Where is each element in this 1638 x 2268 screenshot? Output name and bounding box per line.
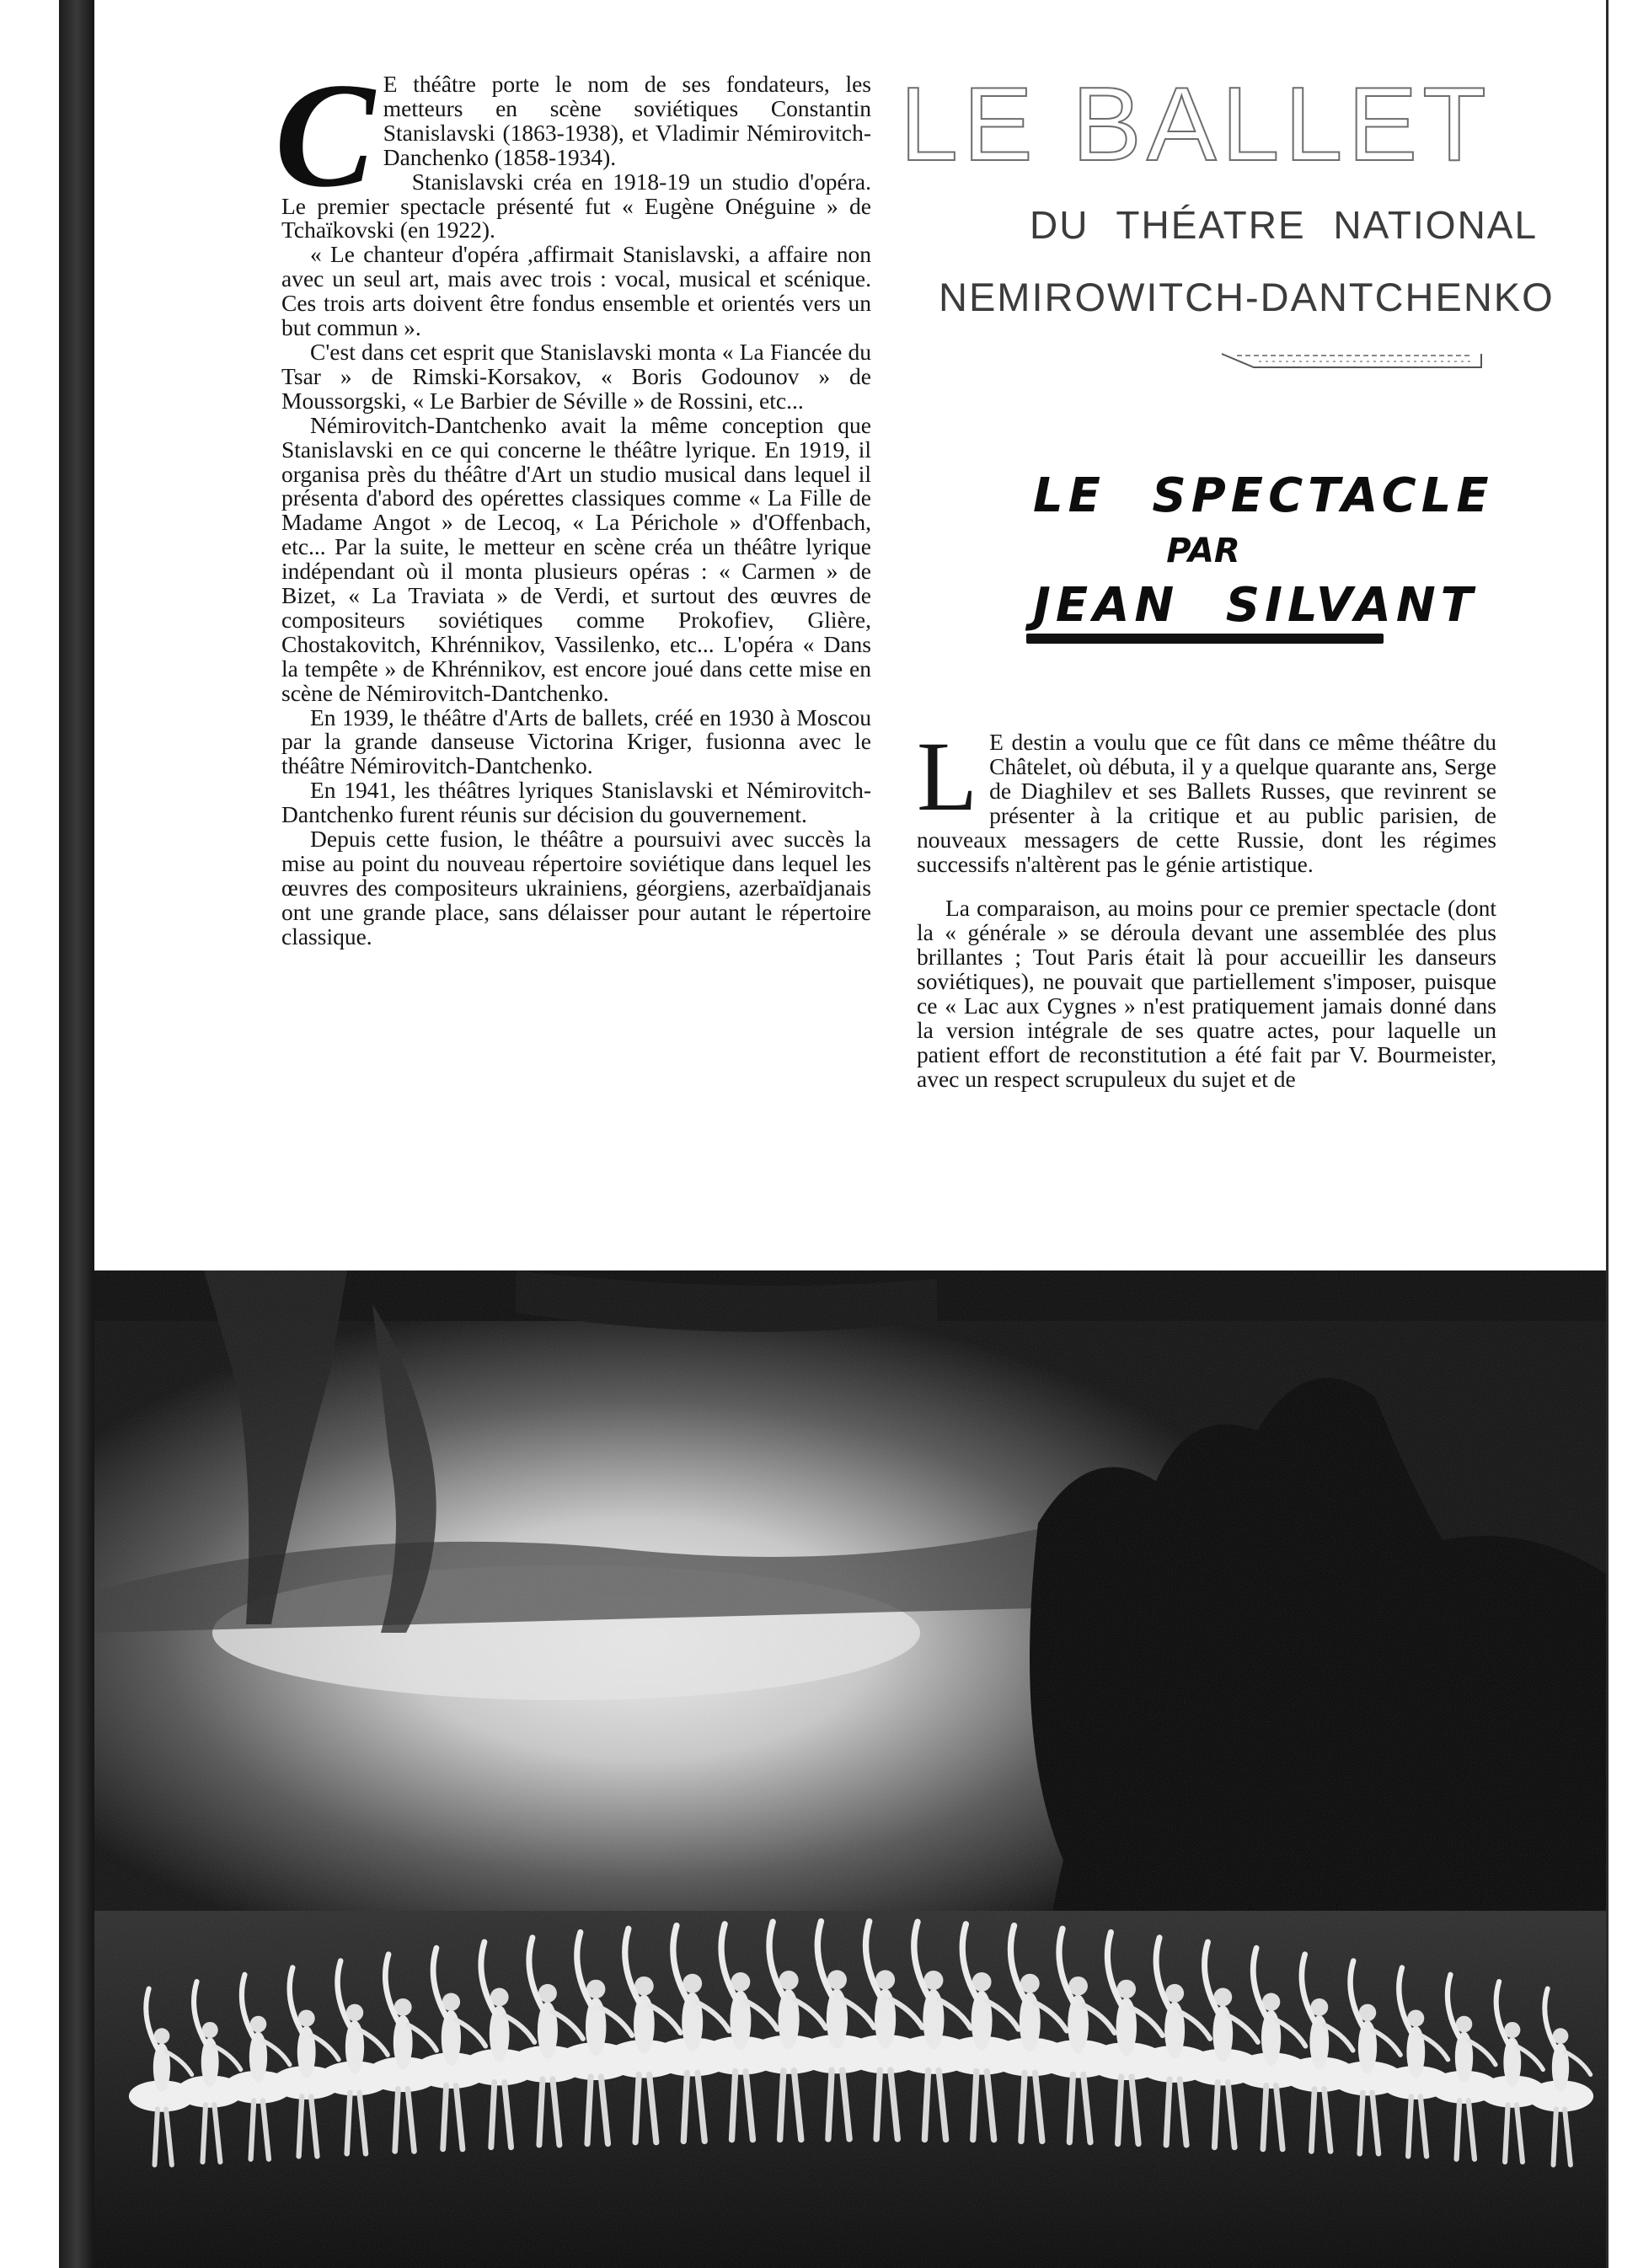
byline-underline	[1026, 634, 1384, 644]
left-paragraph-5: Némirovitch-Dantchenko avait la même conception que Stanislavski en ce qui concerne le théâtre lyrique. En 1919, il organisa près du théâtre d'Art un studio musical dans lequel il présenta d'abord des opérettes classiques comme « La Fille de Madame Angot » de Lecoq, « La Périchole » d'Offenbach, etc... Par la suite, le metteur en scène créa un théâtre lyrique indépendant où il monta plusieurs opéras : « Carmen » de Bizet, « La Traviata » de Verdi, et surtout des œuvres de compositeurs soviétiques comme Prokofiev, Glière, Chostakovitch, Khrénnikov, Vassilenko, etc... L'opéra « Dans la tempête » de Khrénnikov, est encore joué dans cette mise en scène de Némirovitch-Dantchenko.	[281, 411, 871, 706]
dropcap-c: C	[275, 51, 375, 218]
byline-par: PAR	[1166, 532, 1240, 570]
left-paragraph-4: C'est dans cet esprit que Stanislavski monta « La Fiancée du Tsar » de Rimski-Korsakov, « Boris Godounov » de Moussorgski, « Le Barbier de Séville » de Rossini, etc...	[281, 338, 871, 414]
right-paragraph-1: E destin a voulu que ce fût dans ce même théâtre du Châtelet, où débuta, il y a quelque quarante ans, Serge de Diaghilev et ses Ballets Russes, que revinrent se présenter à la critique et au public parisien, de nouveaux messagers de cette Russie, dont les régimes successifs n'altèrent pas le génie artistique.	[917, 729, 1496, 877]
left-paragraph-8: Depuis cette fusion, le théâtre a poursuivi avec succès la mise au point du nouveau répertoire soviétique dans lequel les œuvres des compositeurs ukrainiens, géorgiens, azerbaïdjanais ont une grande place, sans délaisser pour autant le répertoire classique.	[281, 826, 871, 949]
headline-le-ballet: LE BALLET	[900, 67, 1491, 183]
left-article	[275, 51, 871, 949]
dropcap-l: L	[917, 721, 978, 832]
left-paragraph-7: En 1941, les théâtres lyriques Stanislavski et Némirovitch-Dantchenko furent réunis sur décision du gouvernement.	[281, 777, 871, 828]
byline-block	[1033, 465, 1494, 637]
film-grain	[94, 1270, 1606, 2268]
left-paragraph-2: Stanislavski créa en 1918-19 un studio d'opéra. Le premier spectacle présenté fut « Eugène Onéguine » de Tchaïkovski (en 1922).	[281, 168, 871, 243]
left-paragraph-6: En 1939, le théâtre d'Arts de ballets, créé en 1930 à Moscou par la grande danseuse Victorina Kriger, fusionna avec le théâtre Némirovitch-Dantchenko.	[281, 703, 871, 779]
right-article	[917, 721, 1496, 1110]
byline-le-spectacle: LE SPECTACLE	[1033, 468, 1494, 523]
swan-lake-photo	[94, 1270, 1606, 2268]
left-paragraph-3: « Le chanteur d'opéra ,affirmait Stanislavski, a affaire non avec un seul art, mais avec trois : vocal, musical et scénique. Ces trois arts doivent être fondus ensemble et orientés vers un but commun ».	[281, 241, 871, 341]
page-border-right	[1606, 0, 1638, 2268]
right-paragraph-2: La comparaison, au moins pour ce premier spectacle (dont la « générale » se déroula devant une assemblée des plus brillantes ; Tout Paris était là pour accueillir les danseurs soviétiques), ne pouvait que partiellement s'imposer, puisque ce « Lac aux Cygnes » n'est pratiquement jamais donné dans la version intégrale de ses quatre actes, pour laquelle un patient effort de reconstitution a été fait par V. Bourmeister, avec un respect scrupuleux du sujet et de	[917, 895, 1496, 1092]
subtitle-theatre-national: DU THÉATRE NATIONAL	[1030, 203, 1539, 247]
left-paragraph-1: E théâtre porte le nom de ses fondateurs, les metteurs en scène soviétiques Constantin Stanislavski (1863-1938), et Vladimir Némirovitch-Danchenko (1858-1934).	[383, 71, 871, 170]
photo-illustration	[94, 1270, 1606, 2268]
scan-edge-strip	[59, 0, 94, 2268]
page-margin	[0, 0, 59, 2268]
subtitle-nemirowitch-dantchenko: NEMIROWITCH-DANTCHENKO	[939, 275, 1555, 319]
decorative-rule	[1220, 350, 1483, 371]
byline-author: JEAN SILVANT	[1033, 578, 1478, 633]
